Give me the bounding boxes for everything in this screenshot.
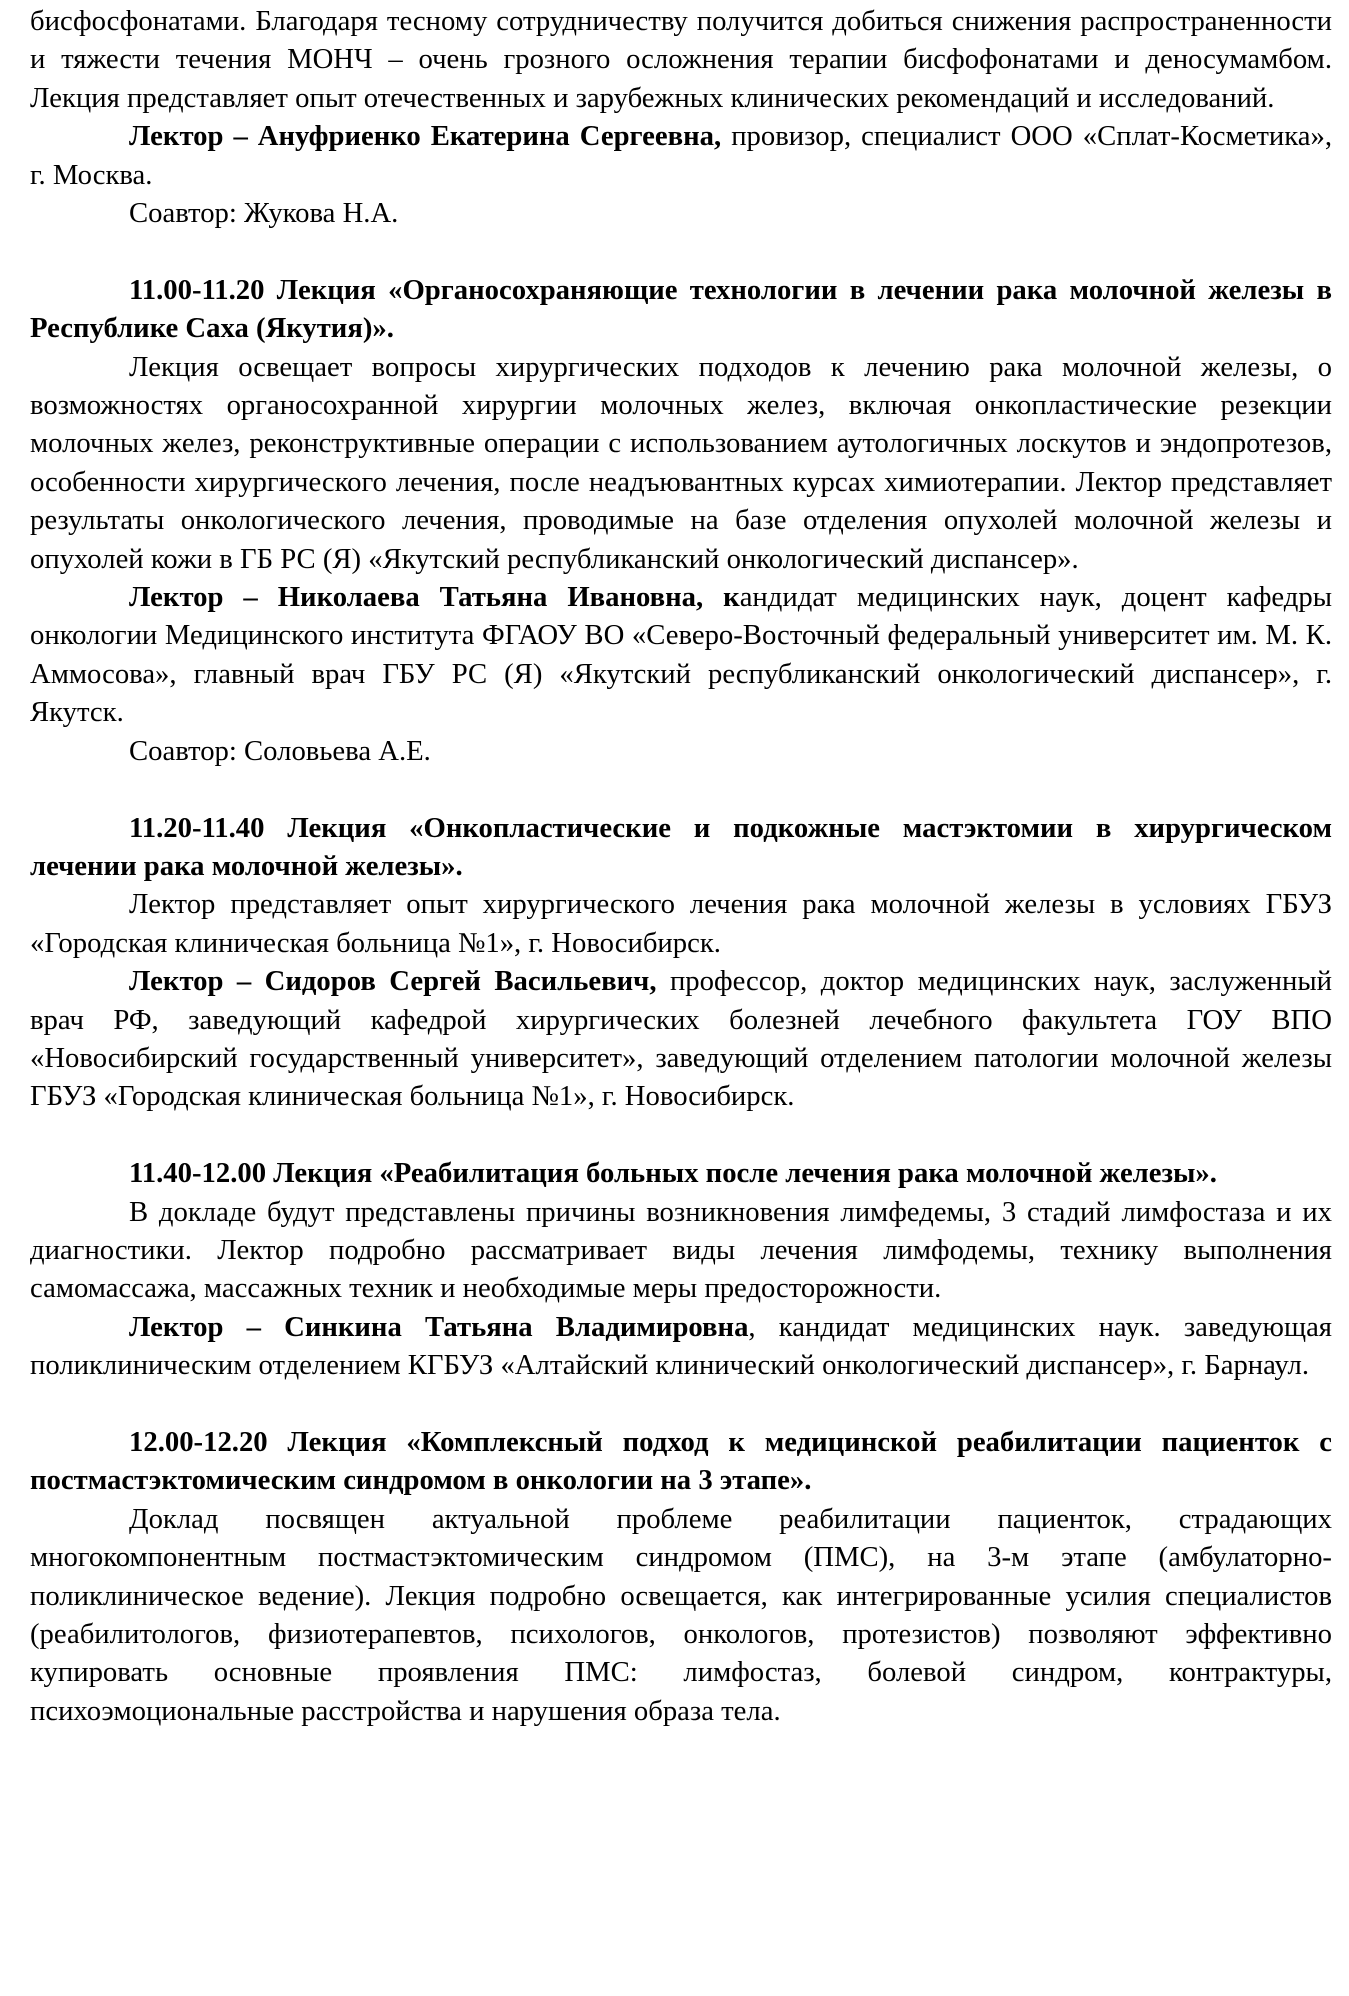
- lecturer-name: Лектор – Синкина Татьяна Владимировна: [129, 1310, 749, 1343]
- lecturer-info: , кандидат медицинских наук. заведующая поликлиническим отделением КГБУЗ «Алтайский клинический онкологический диспансер», г. Барнаул.: [30, 1310, 1333, 1382]
- lecture-lecturer: [30, 1308, 1332, 1385]
- lecture-description: В докладе будут представлены причины возникновения лимфедемы, 3 стадий лимфостаза и их диагностики. Лектор подробно рассматривает виды лечения лимфодемы, технику выполнения самомассажа, массажных техник и необходимые меры предосторожности.: [30, 1195, 1332, 1305]
- lecture-description: Лектор представляет опыт хирургического лечения рака молочной железы в условиях ГБУЗ «Городская клиническая больница №1», г. Новосибирск.: [30, 888, 1332, 959]
- lecture-description: Лекция освещает вопросы хирургических подходов к лечению рака молочной железы, о возможностях органосохранной хирургии молочных желез, включая онкопластические резекции молочных желез, реконструктивные операции с использованием аутологичных лоскутов и эндопротезов, особенности хирургического лечения, после неадъювантных курсах химиотерапии. Лектор представляет результаты онкологического лечения, проводимые на базе отделения опухолей молочной железы и опухолей кожи в ГБ РС (Я) «Якутский республиканский онкологический диспансер».: [30, 350, 1332, 575]
- lecturer-info: провизор, специалист ООО «Сплат-Косметика», г. Москва.: [30, 120, 1332, 191]
- lecture-title: 11.00-11.20 Лекция «Органосохраняющие технологии в лечении рака молочной железы в Республике Саха (Якутия)».: [30, 273, 1332, 345]
- lecturer-info: профессор, доктор медицинских наук, заслуженный врач РФ, заведующий кафедрой хирургических болезней лечебного факультета ГОУ ВПО «Новосибирский государственный университет», заведующий отделением патологии молочной железы ГБУЗ «Городская клиническая больница №1», г. Новосибирск.: [30, 965, 1333, 1113]
- document-page: [30, 2, 1332, 1730]
- intro-continuation: бисфосфонатами. Благодаря тесному сотрудничеству получится добиться снижения распространенности и тяжести течения МОНЧ – очень грозного осложнения терапии бисфофонатами и деносумамбом. Лекция представляет опыт отечественных и зарубежных клинических рекомендаций и исследований.: [30, 5, 1332, 114]
- lecture-title: 11.40-12.00 Лекция «Реабилитация больных после лечения рака молочной железы».: [129, 1157, 1217, 1190]
- lecture-lecturer: [30, 578, 1332, 732]
- intro-coauthor: Соавтор: Жукова Н.А.: [129, 197, 399, 230]
- lecture-title: 12.00-12.20 Лекция «Комплексный подход к медицинской реабилитации пациенток с постмастэктомическим синдромом в онкологии на 3 этапе».: [30, 1425, 1332, 1497]
- lecturer-name: Лектор – Николаева Татьяна Ивановна, к: [129, 581, 740, 614]
- lecture-coauthor: Соавтор: Соловьева А.Е.: [129, 734, 431, 767]
- lecturer-name: Лектор – Сидоров Сергей Васильевич,: [129, 965, 657, 998]
- lecturer-info: андидат медицинских наук, доцент кафедры онкологии Медицинского института ФГАОУ ВО «Северо-Восточный федеральный университет им. М. К. Аммосова», главный врач ГБУ РС (Я) «Якутский республиканский онкологический диспансер», г. Якутск.: [30, 581, 1332, 729]
- lecturer-name: Лектор – Ануфриенко Екатерина Сергеевна,: [129, 120, 722, 153]
- lecture-description: Доклад посвящен актуальной проблеме реабилитации пациенток, страдающих многокомпонентным постмастэктомическим синдромом (ПМС), на 3-м этапе (амбулаторно-поликлиническое ведение). Лекция подробно освещается, как интегрированные усилия специалистов (реабилитологов, физиотерапевтов, психологов, онкологов, протезистов) позволяют эффективно купировать основные проявления ПМС: лимфостаз, болевой синдром, контрактуры, психоэмоциональные расстройства и нарушения образа тела.: [30, 1502, 1332, 1727]
- intro-lecturer: [30, 117, 1332, 194]
- lecture-lecturer: [30, 962, 1332, 1116]
- lecture-title: 11.20-11.40 Лекция «Онкопластические и подкожные мастэктомии в хирургическом лечении рака молочной железы».: [30, 811, 1332, 882]
